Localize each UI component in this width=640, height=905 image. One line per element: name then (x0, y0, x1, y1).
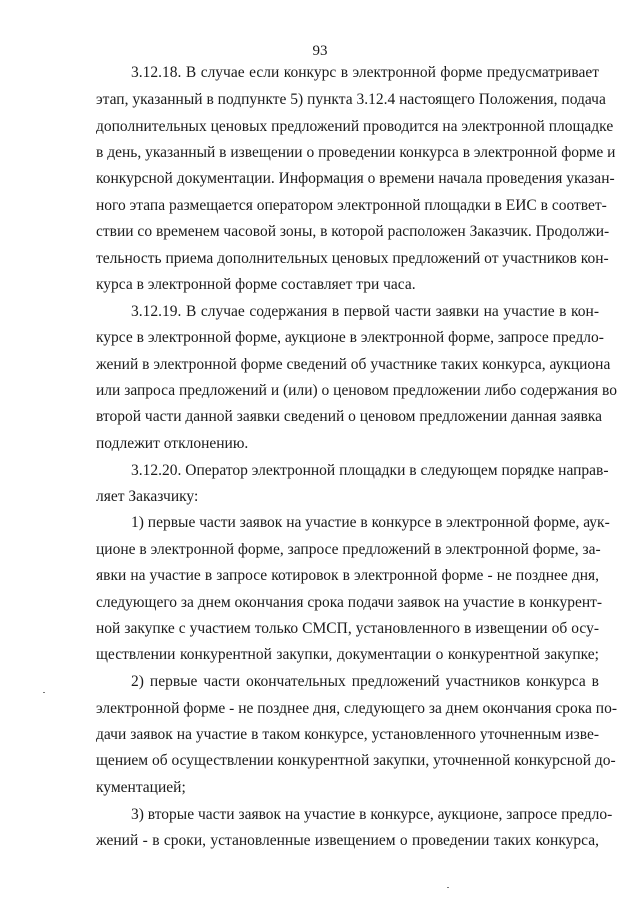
text-line: жений - в сроки, установленные извещением о проведении таких конкурса, (96, 832, 599, 849)
scan-speck (447, 887, 449, 888)
text-line: ществлении конкурентной закупки, документации о конкурентной закупке; (96, 646, 599, 663)
text-line: конкурсной документации. Информация о времени начала проведения указан- (96, 170, 615, 187)
text-line: тельность приема дополнительных ценовых предложений от участников кон- (96, 250, 609, 267)
text-line: следующего за днем окончания срока подачи заявок на участие в конкурент- (96, 594, 603, 611)
text-line: 3.12.18. В случае если конкурс в электронной форме предусматривает (131, 64, 599, 81)
text-line: 3) вторые части заявок на участие в конкурсе, аукционе, запросе предло- (131, 806, 613, 823)
text-line: второй части данной заявки сведений о ценовом предложении данная заявка (96, 408, 603, 425)
text-line: 3.12.19. В случае содержания в первой части заявки на участие в кон- (131, 303, 599, 320)
text-line: ционе в электронной форме, запросе предложений в электронной форме, за- (96, 541, 601, 558)
text-line: 3.12.20. Оператор электронной площадки в следующем порядке направ- (131, 462, 609, 479)
text-line: ной закупке с участием только СМСП, установленного в извещении об осу- (96, 620, 599, 637)
page-number: 93 (312, 43, 328, 59)
text-line: или запроса предложений и (или) о ценовом предложении либо содержания во (96, 382, 617, 399)
text-line: этап, указанный в подпункте 5) пункта 3.12.4 настоящего Положения, подача (96, 91, 606, 108)
text-line: курса в электронной форме составляет три часа. (96, 276, 416, 293)
text-line: ного этапа размещается оператором электронной площадки в ЕИС в соответ- (96, 197, 607, 214)
text-line: курсе в электронной форме, аукционе в электронной форме, запросе предло- (96, 329, 604, 346)
text-line: ляет Заказчику: (96, 488, 199, 505)
text-line: 2) первые части окончательных предложений участников конкурса в (131, 673, 599, 690)
text-line: 1) первые части заявок на участие в конкурсе в электронной форме, аук- (131, 514, 610, 531)
text-line: явки на участие в запросе котировок в электронной форме - не позднее дня, (96, 567, 599, 584)
text-line: дополнительных ценовых предложений проводится на электронной площадке (96, 118, 614, 135)
text-line: щением об осуществлении конкурентной закупки, уточненной конкурсной до- (96, 752, 616, 769)
text-line: ствии со временем часовой зоны, в которой расположен Заказчик. Продолжи- (96, 223, 610, 240)
text-line: подлежит отклонению. (96, 435, 249, 452)
text-line: жений в электронной форме сведений об участнике таких конкурса, аукциона (96, 356, 611, 373)
text-line: дачи заявок на участие в таком конкурсе, установленного уточненным изве- (96, 726, 599, 743)
text-line: в день, указанный в извещении о проведении конкурса в электронной форме и (96, 144, 616, 161)
text-line: электронной форме - не позднее дня, следующего за днем окончания срока по- (96, 700, 617, 717)
text-line: кументацией; (96, 779, 186, 796)
scan-speck (43, 692, 45, 693)
